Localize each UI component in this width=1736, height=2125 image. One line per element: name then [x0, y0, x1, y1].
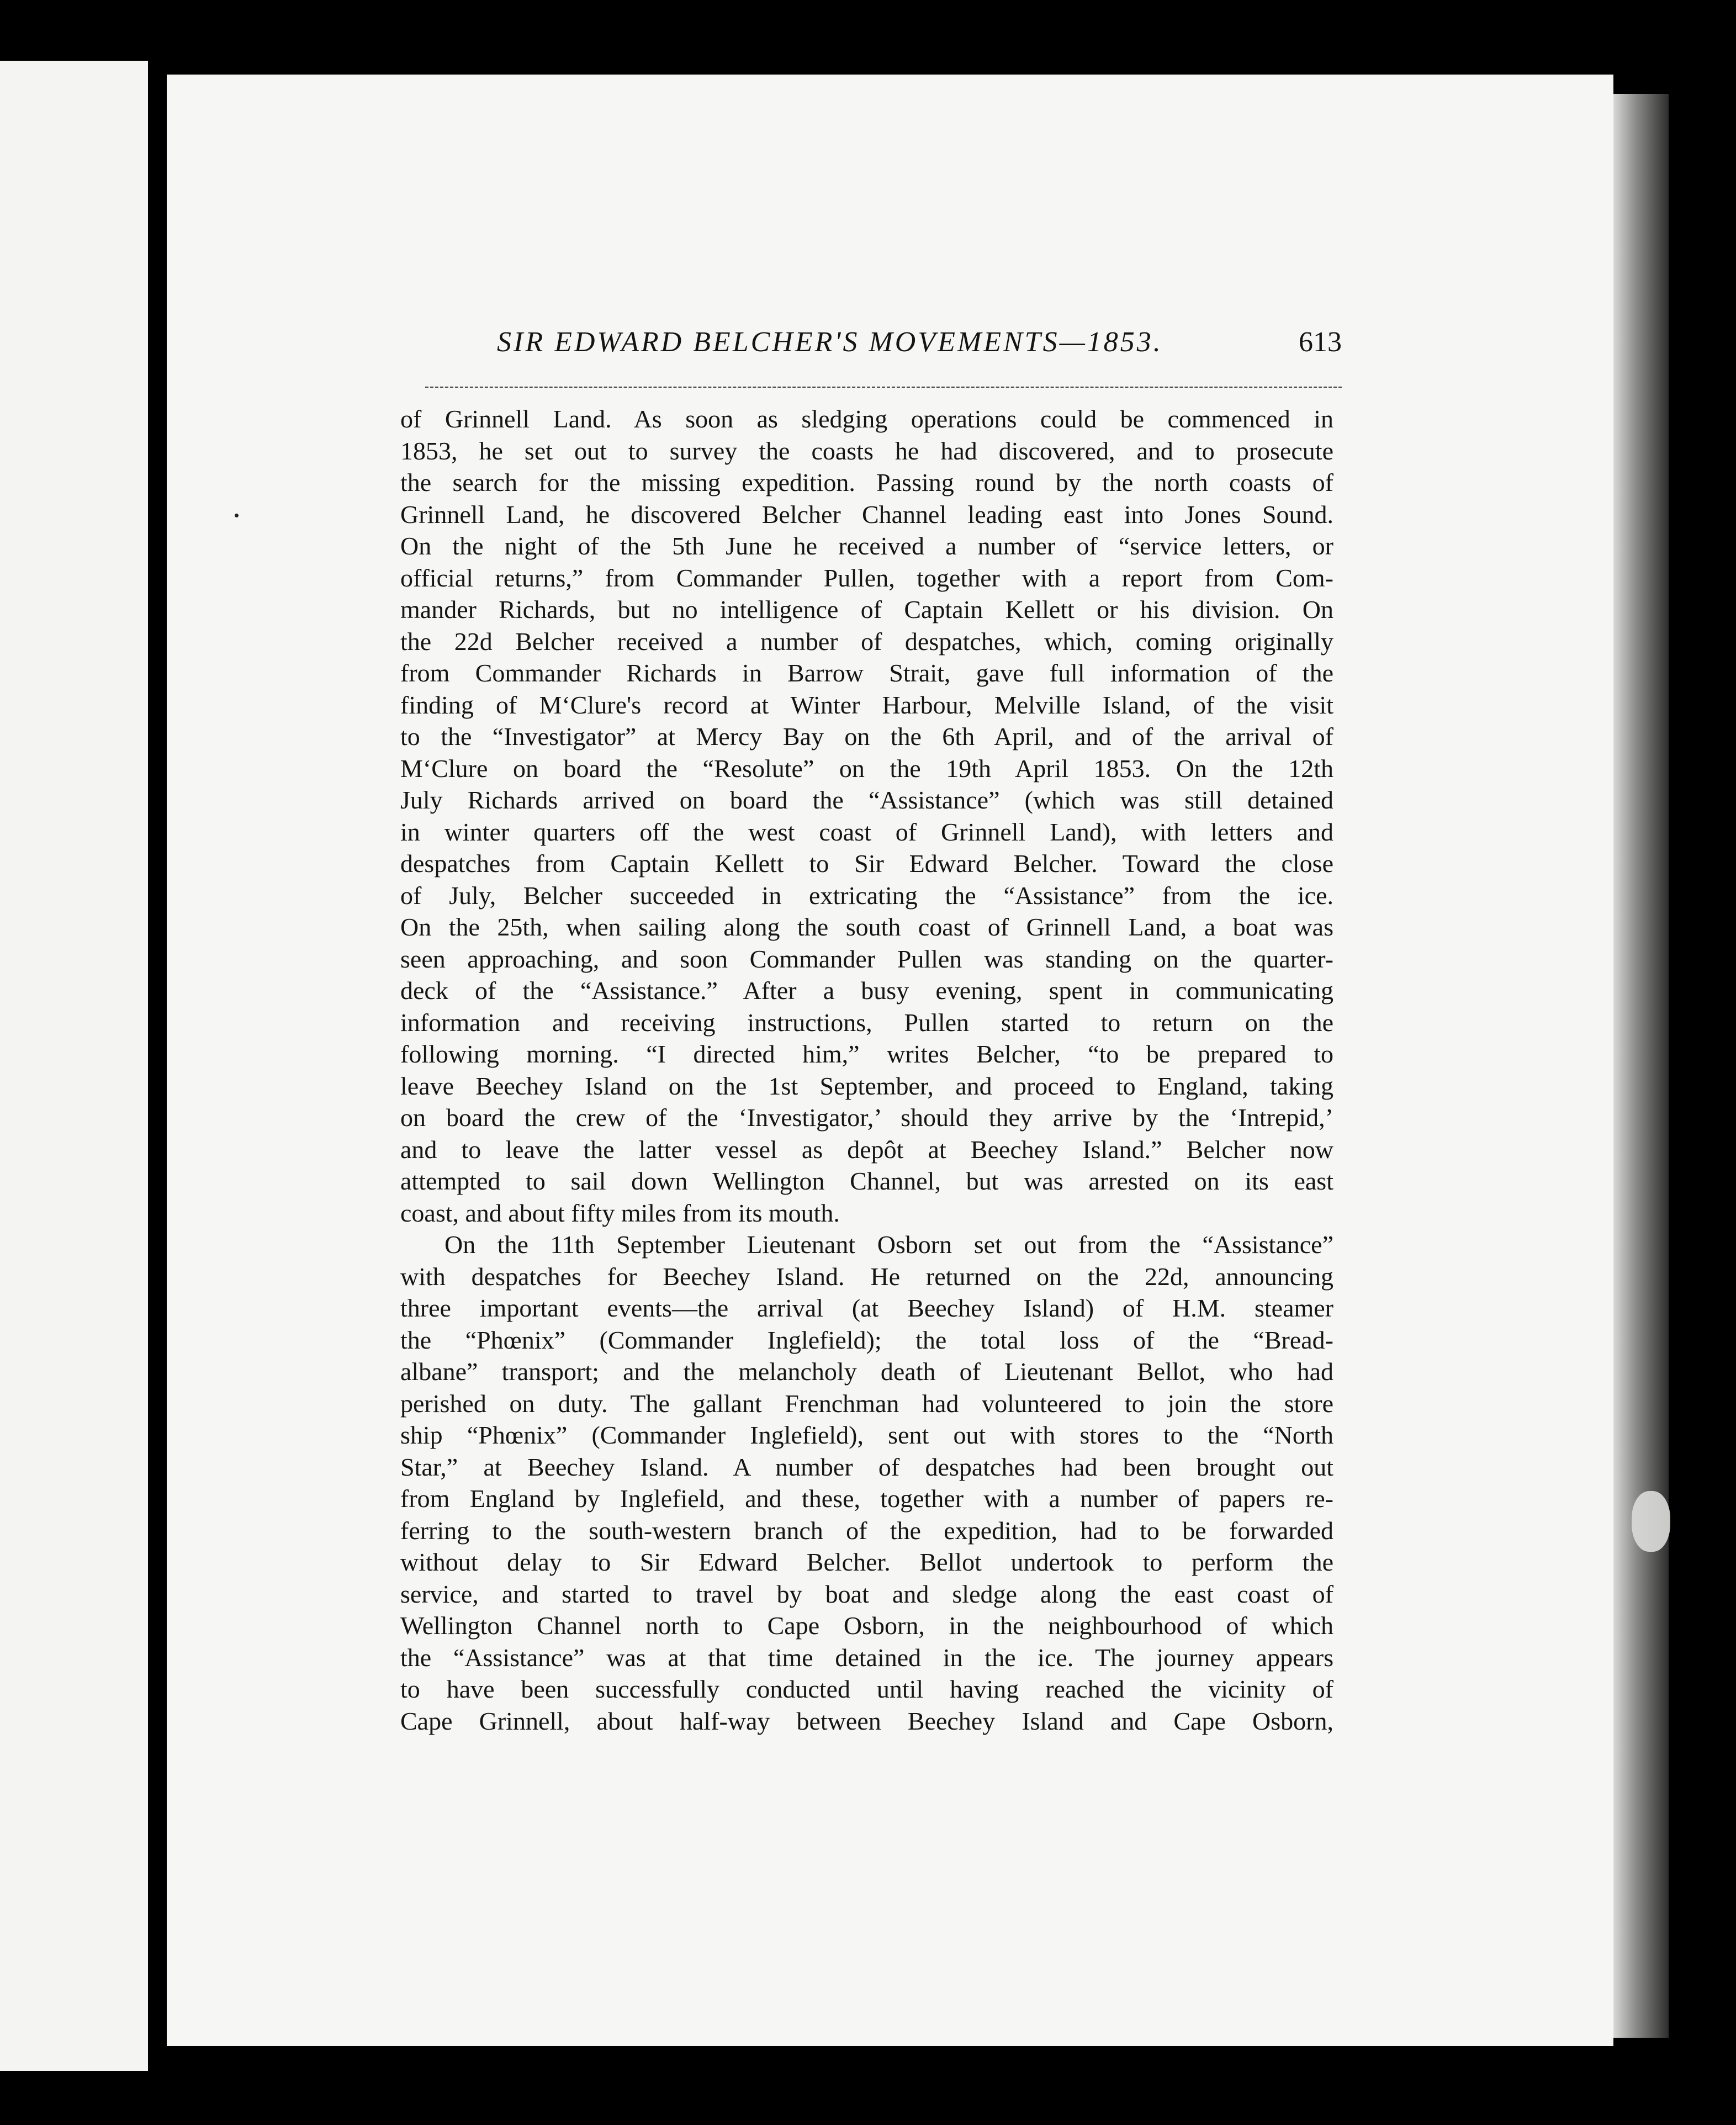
text-line: ship “Phœnix” (Commander Inglefield), sent out with stores to the “North — [400, 1421, 1333, 1449]
text-line: ferring to the south-western branch of the expedition, had to be forwarded — [400, 1516, 1333, 1545]
text-line: of July, Belcher succeeded in extricating the “Assistance” from the ice. — [400, 881, 1333, 910]
text-line: finding of M‘Clure's record at Winter Harbour, Melville Island, of the visit — [400, 690, 1333, 719]
text-line: to the “Investigator” at Mercy Bay on the 6th April, and of the arrival of — [400, 722, 1333, 750]
text-line: perished on duty. The gallant Frenchman had volunteered to join the store — [400, 1389, 1333, 1418]
text-line: the 22d Belcher received a number of despatches, which, coming originally — [400, 627, 1333, 656]
text-line: albane” transport; and the melancholy death of Lieutenant Bellot, who had — [400, 1357, 1333, 1386]
previous-page-edge — [0, 61, 148, 2071]
text-line: seen approaching, and soon Commander Pullen was standing on the quarter- — [400, 944, 1333, 973]
text-line: information and receiving instructions, Pullen started to return on the — [400, 1008, 1333, 1037]
text-line: three important events—the arrival (at Beechey Island) of H.M. steamer — [400, 1294, 1333, 1322]
text-line: of Grinnell Land. As soon as sledging operations could be commenced in — [400, 405, 1333, 433]
text-line: leave Beechey Island on the 1st September, and proceed to England, taking — [400, 1071, 1333, 1100]
text-line: and to leave the latter vessel as depôt at Beechey Island.” Belcher now — [400, 1135, 1333, 1164]
text-line: Cape Grinnell, about half-way between Beechey Island and Cape Osborn, — [400, 1706, 1333, 1735]
text-line: 1853, he set out to survey the coasts he had discovered, and to prosecute — [400, 436, 1333, 465]
running-title: SIR EDWARD BELCHER'S MOVEMENTS—1853. — [497, 326, 1163, 358]
header-rule — [425, 387, 1342, 388]
text-line: service, and started to travel by boat and sledge along the east coast of — [400, 1579, 1333, 1608]
text-line: Wellington Channel north to Cape Osborn, in the neighbourhood of which — [400, 1611, 1333, 1640]
text-line: official returns,” from Commander Pullen, together with a report from Com- — [400, 563, 1333, 592]
text-line: the “Assistance” was at that time detained in the ice. The journey appears — [400, 1643, 1333, 1672]
page-stain — [1632, 1491, 1670, 1552]
text-line: in winter quarters off the west coast of Grinnell Land), with letters and — [400, 817, 1333, 846]
text-line: On the 25th, when sailing along the south coast of Grinnell Land, a boat was — [400, 913, 1333, 941]
text-line: with despatches for Beechey Island. He returned on the 22d, announcing — [400, 1262, 1333, 1291]
text-line: from Commander Richards in Barrow Strait, gave full information of the — [400, 659, 1333, 687]
text-line: to have been successfully conducted until having reached the vicinity of — [400, 1675, 1333, 1703]
page-body — [400, 403, 1333, 1737]
text-line: from England by Inglefield, and these, together with a number of papers re- — [400, 1484, 1333, 1513]
text-line: Star,” at Beechey Island. A number of despatches had been brought out — [400, 1452, 1333, 1481]
text-line: July Richards arrived on board the “Assistance” (which was still detained — [400, 786, 1333, 814]
ink-speck — [235, 514, 239, 517]
text-line: On the 11th September Lieutenant Osborn set out from the “Assistance” — [444, 1230, 1333, 1259]
text-line: On the night of the 5th June he received a number of “service letters, or — [400, 532, 1333, 560]
text-line: attempted to sail down Wellington Channel, but was arrested on its east — [400, 1167, 1333, 1195]
text-line: the search for the missing expedition. Passing round by the north coasts of — [400, 468, 1333, 496]
text-line: Grinnell Land, he discovered Belcher Channel leading east into Jones Sound. — [400, 500, 1333, 528]
book-fore-edge — [1613, 94, 1669, 2038]
text-line: following morning. “I directed him,” writes Belcher, “to be prepared to — [400, 1040, 1333, 1068]
text-line: the “Phœnix” (Commander Inglefield); the total loss of the “Bread- — [400, 1325, 1333, 1354]
page-number: 613 — [1299, 326, 1342, 358]
text-line: without delay to Sir Edward Belcher. Bellot undertook to perform the — [400, 1548, 1333, 1576]
text-line: despatches from Captain Kellett to Sir Edward Belcher. Toward the close — [400, 849, 1333, 878]
text-line: M‘Clure on board the “Resolute” on the 19th April 1853. On the 12th — [400, 754, 1333, 783]
text-line: coast, and about fifty miles from its mouth. — [400, 1198, 840, 1227]
text-line: mander Richards, but no intelligence of Captain Kellett or his division. On — [400, 595, 1333, 623]
text-line: deck of the “Assistance.” After a busy evening, spent in communicating — [400, 976, 1333, 1005]
text-line: on board the crew of the ‘Investigator,’ should they arrive by the ‘Intrepid,’ — [400, 1103, 1333, 1132]
